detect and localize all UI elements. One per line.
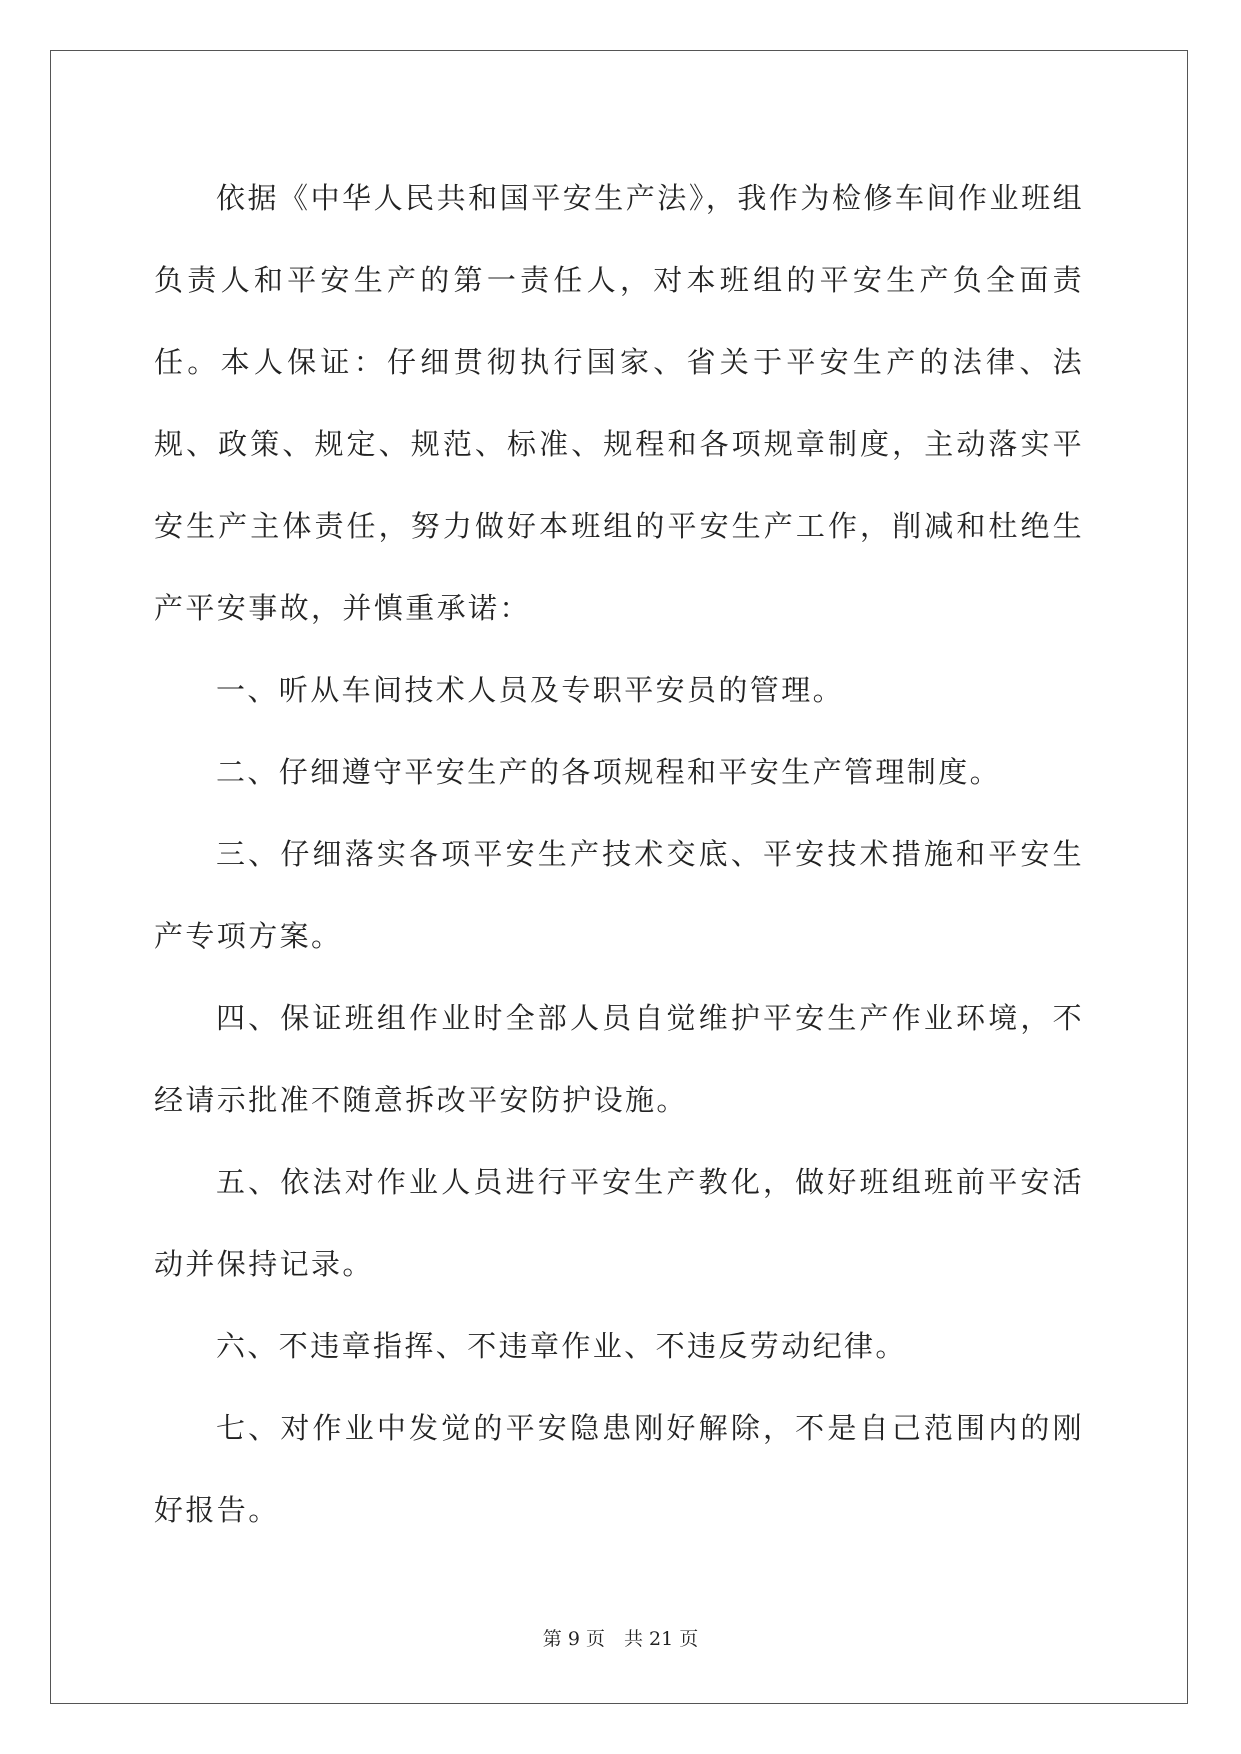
- paragraph-item-3: 三、仔细落实各项平安生产技术交底、平安技术措施和平安生产专项方案。: [154, 837, 1084, 953]
- paragraph-item-6: 六、不违章指挥、不违章作业、不违反劳动纪律。: [216, 1329, 907, 1363]
- paragraph-intro: 依据《中华人民共和国平安生产法》，我作为检修车间作业班组负责人和平安生产的第一责任人，对本班组的平安生产负全面责任。本人保证：仔细贯彻执行国家、省关于平安生产的法律、法规、政策、规定、规范、标准、规程和各项规章制度，主动落实平安生产主体责任，努力做好本班组的平安生产工作，削减和杜绝生产平安事故，并慎重承诺：: [154, 181, 1084, 625]
- page-number-footer: 第 9 页 共 21 页: [542, 1628, 699, 1650]
- paragraph-item-4: 四、保证班组作业时全部人员自觉维护平安生产作业环境，不经请示批准不随意拆改平安防护设施。: [154, 1001, 1084, 1117]
- paragraph-item-2: 二、仔细遵守平安生产的各项规程和平安生产管理制度。: [216, 755, 1002, 789]
- paragraph-item-7: 七、对作业中发觉的平安隐患刚好解除，不是自己范围内的刚好报告。: [154, 1411, 1084, 1527]
- paragraph-item-5: 五、依法对作业人员进行平安生产教化，做好班组班前平安活动并保持记录。: [154, 1165, 1084, 1281]
- paragraph-item-1: 一、听从车间技术人员及专职平安员的管理。: [216, 673, 845, 707]
- document-body: [154, 157, 1084, 1551]
